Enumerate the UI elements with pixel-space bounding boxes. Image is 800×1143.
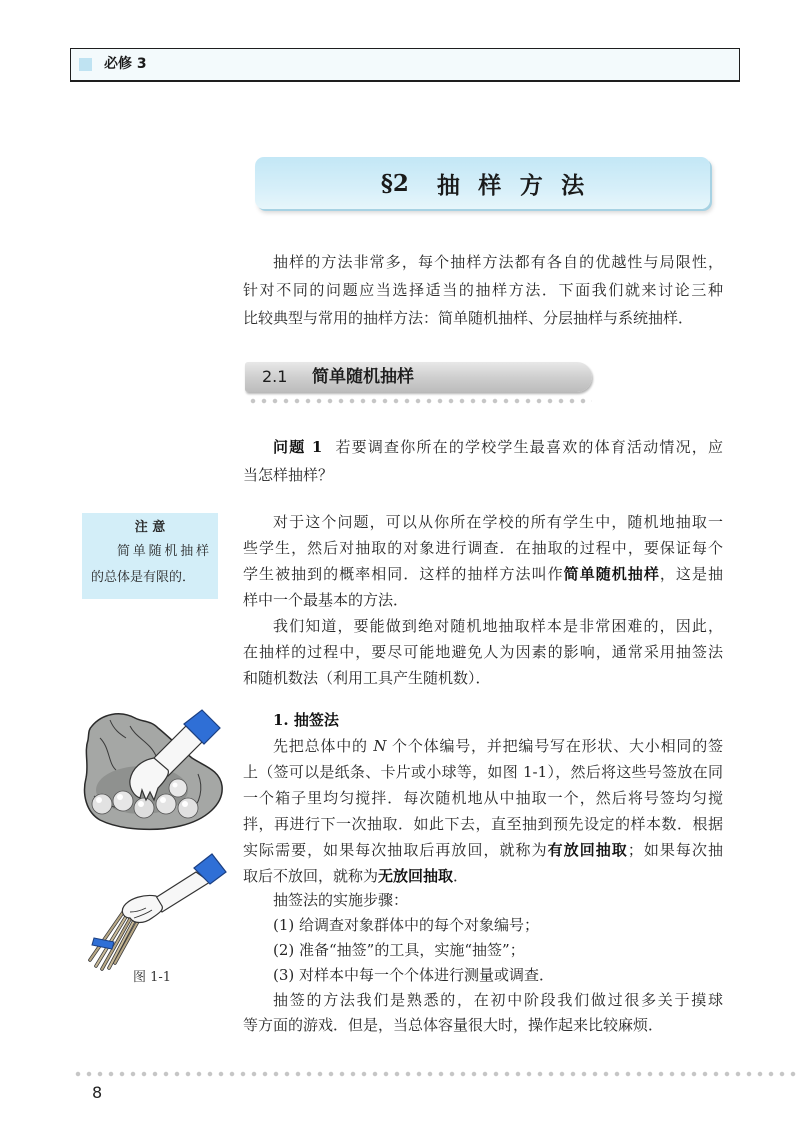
note-line: 的总体是有限的． [91, 570, 196, 585]
method-heading-block [243, 708, 723, 732]
steps-intro: 抽签法的实施步骤： [273, 891, 409, 909]
problem-label: 问题 1 [273, 438, 323, 456]
text-line: 些学生，然后对抽取的对象进行调查．在抽取的过程中，要保证每个 [243, 539, 723, 557]
text-line: 对于这个问题，可以从你所在学校的所有学生中，随机地抽取一 [273, 513, 723, 531]
body-paragraphs [243, 509, 723, 691]
text-line: 抽签的方法我们是熟悉的，在初中阶段我们做过很多关于摸球 [273, 991, 723, 1009]
text-segment: 实际需要，如果每次抽取后再放回，就称为 [243, 841, 548, 859]
subsection-title: 简单随机抽样 [312, 367, 414, 387]
text-line [243, 433, 723, 461]
text-line: 比较典型与常用的抽样方法：简单随机抽样、分层抽样与系统抽样． [243, 309, 694, 327]
term-with-replacement: 有放回抽取 [547, 841, 628, 859]
step-item: (3) 对样本中每一个个体进行测量或调查． [273, 966, 555, 984]
subsection-heading-bar [245, 362, 592, 392]
dotted-divider [250, 398, 592, 404]
text-segment: 取后不放回，就称为 [243, 867, 379, 885]
text-segment: ，这是抽 [659, 565, 723, 583]
problem-text: 若要调查你所在的学校学生最喜欢的体育活动情况，应 [334, 438, 723, 456]
footer-dotted-divider [75, 1071, 800, 1077]
text-segment: 学生被抽到的概率相同．这样的抽样方法叫作 [243, 565, 564, 583]
bag-of-lots-illustration [80, 708, 225, 833]
text-line: 拌，再进行下一次抽取．如此下去，直至抽到预先设定的样本数．根据 [243, 815, 723, 833]
book-volume-label: 必修 3 [104, 56, 147, 72]
term-simple-random-sampling: 简单随机抽样 [563, 565, 660, 583]
section-title-banner [255, 157, 710, 209]
text-segment: ． [453, 867, 469, 885]
text-line [243, 733, 723, 759]
running-header [70, 48, 740, 82]
text-line: 当怎样抽样？ [243, 466, 334, 484]
steps-block [243, 888, 723, 1038]
term-without-replacement: 无放回抽取 [378, 867, 454, 885]
text-line [243, 863, 723, 889]
hand [122, 895, 162, 922]
text-line: 在抽样的过程中，要尽可能地避免人为因素的影响，通常采用抽签法 [243, 643, 723, 661]
subsection-number: 2.1 [262, 367, 288, 386]
text-line: 样中一个最基本的方法． [243, 591, 409, 609]
problem-paragraph [243, 433, 723, 489]
text-line: 一个箱子里均匀搅拌．每次随机地从中抽取一个，然后将号签均匀搅 [243, 789, 723, 807]
text-line: 等方面的游戏．但是，当总体容量很大时，操作起来比较麻烦． [243, 1016, 664, 1034]
note-line: 简单随机抽样 [117, 544, 209, 559]
figure-caption: 图 1-1 [133, 970, 172, 985]
text-line: 我们知道，要能做到绝对随机地抽取样本是非常困难的，因此， [273, 617, 723, 635]
step-item: (1) 给调查对象群体中的每个对象编号； [273, 916, 540, 934]
text-line: 抽样的方法非常多，每个抽样方法都有各自的优越性与局限性， [273, 253, 723, 271]
hand-with-sticks-illustration [82, 850, 227, 975]
text-line: 针对不同的问题应当选择适当的抽样方法．下面我们就来讨论三种 [243, 281, 723, 299]
text-segment: 先把总体中的 [273, 737, 374, 755]
note-title: 注 意 [134, 520, 166, 535]
page-number: 8 [92, 1083, 103, 1102]
text-line [243, 561, 723, 587]
text-segment: ；如果每次抽 [627, 841, 723, 859]
intro-paragraph [243, 248, 723, 332]
section-title: 抽样方法 [436, 171, 603, 199]
section-number: §2 [380, 169, 409, 197]
method-heading: 1. 抽签法 [273, 711, 339, 729]
lottery-method-paragraph [243, 733, 723, 889]
side-note-box [82, 513, 218, 599]
text-line [243, 837, 723, 863]
text-line: 上（签可以是纸条、卡片或小球等，如图 1-1），然后将这些号签放在同 [243, 763, 723, 781]
text-line: 和随机数法（利用工具产生随机数）． [243, 669, 491, 687]
text-segment: 个个体编号，并把编号写在形状、大小相同的签 [386, 737, 723, 755]
header-square-icon [79, 58, 92, 71]
variable-n: N [373, 737, 387, 755]
step-item: (2) 准备“抽签”的工具，实施“抽签”； [273, 941, 525, 959]
